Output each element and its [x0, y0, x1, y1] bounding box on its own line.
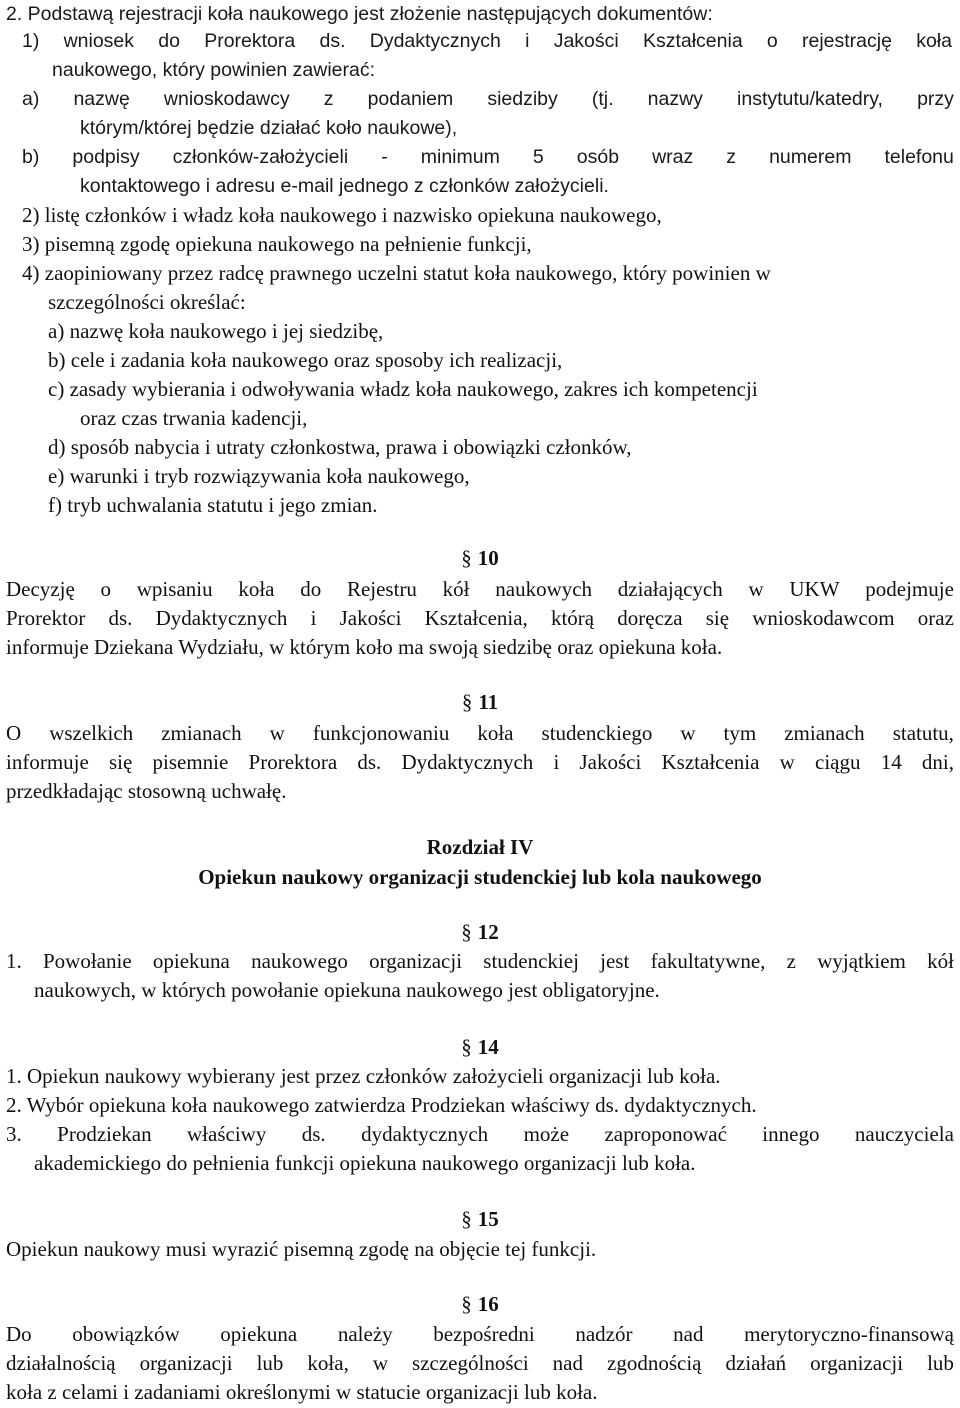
chapter-title: Rozdział IV: [426, 835, 534, 859]
word: kół: [442, 577, 470, 601]
word: podpisy: [72, 146, 140, 168]
item-4c: c) zasady wybierania i odwoływania władz koła naukowego, zakres ich kompetencji: [48, 377, 758, 401]
word: się: [705, 606, 730, 630]
word: wnioskodawcom: [752, 606, 895, 630]
word: studenckiej: [483, 949, 579, 973]
word: siedziby: [487, 88, 558, 110]
word: i: [525, 30, 530, 52]
word: nad: [552, 1351, 583, 1375]
word: przy: [917, 88, 954, 110]
section-11-heading: [0, 688, 960, 717]
section-symbol: §: [461, 1292, 472, 1316]
item-4: 4) zaopiniowany przez radcę prawnego uczelni statut koła naukowego, który powinien w: [22, 261, 771, 285]
word: pisemnie: [152, 750, 229, 774]
section-number: 10: [477, 546, 499, 570]
word: O: [6, 721, 22, 745]
word: podejmuje: [865, 577, 954, 601]
word: ds.: [108, 606, 133, 630]
item-4-continuation: szczególności określać:: [48, 290, 246, 314]
word: szczególności: [412, 1351, 529, 1375]
word: koła: [477, 721, 514, 745]
word: zaproponować: [604, 1122, 727, 1146]
item-1-continuation: naukowego, który powinien zawierać:: [52, 59, 376, 81]
section-14-point-3: [6, 1120, 954, 1149]
intro-heading: 2. Podstawą rejestracji koła naukowego jest złożenie następujących dokumentów:: [6, 3, 713, 25]
word: dni,: [921, 750, 954, 774]
word: ds.: [319, 30, 346, 52]
word: tym: [723, 721, 757, 745]
word: informuje: [6, 750, 89, 774]
section-16-line-3: koła z celami i zadaniami określonymi w statucie organizacji lub koła.: [6, 1380, 598, 1404]
word: z: [786, 949, 796, 973]
item-1a-continuation: którym/której będzie działać koło naukowe),: [80, 117, 458, 139]
word: działań: [725, 1351, 787, 1375]
word: wszelkich: [49, 721, 134, 745]
section-10-line-2: [6, 604, 954, 633]
word: dydaktycznych: [361, 1122, 489, 1146]
word: działających: [617, 577, 723, 601]
section-symbol: §: [461, 546, 472, 570]
section-11-line-3: przedkładając stosowną uchwałę.: [6, 779, 287, 803]
word: wniosek: [63, 30, 135, 52]
word: funkcjonowaniu: [312, 721, 450, 745]
word: zmianach: [161, 721, 242, 745]
word: o: [766, 30, 778, 52]
word: innego: [762, 1122, 820, 1146]
section-14-point-3-continuation: akademickiego do pełnienia funkcji opiekuna naukowego organizacji lub koła.: [34, 1151, 696, 1175]
section-symbol: §: [461, 690, 473, 714]
word: i: [553, 750, 560, 774]
word: UKW: [789, 577, 840, 601]
item-1b-line: [22, 143, 954, 172]
word: właściwy: [187, 1122, 267, 1146]
word: Prorektora: [204, 30, 296, 52]
word: statutu,: [892, 721, 954, 745]
word: bezpośredni: [433, 1322, 535, 1346]
word: 14: [880, 750, 902, 774]
chapter-subtitle: Opiekun naukowy organizacji studenckiej lub kola naukowego: [198, 865, 762, 889]
word: Dydaktycznych: [155, 606, 288, 630]
word: Prorektora: [248, 750, 338, 774]
word: Dydaktycznych: [369, 30, 501, 52]
word: (tj.: [591, 88, 614, 110]
word: naukowych: [495, 577, 593, 601]
word: kół: [927, 949, 954, 973]
word: ds.: [301, 1122, 326, 1146]
word: organizacji: [369, 949, 463, 973]
section-number: 12: [477, 920, 499, 944]
word: działalnością: [6, 1351, 116, 1375]
word: w: [779, 750, 795, 774]
word: instytutu/katedry,: [737, 88, 883, 110]
word: wnioskodawcy: [163, 88, 290, 110]
word: może: [523, 1122, 570, 1146]
word: 3.: [6, 1122, 22, 1146]
word: do: [300, 577, 322, 601]
word: zgodnością: [607, 1351, 702, 1375]
word: i: [310, 606, 317, 630]
word: doręcza: [617, 606, 683, 630]
word: opiekuna: [220, 1322, 298, 1346]
word: oraz: [917, 606, 954, 630]
word: wyjątkiem: [817, 949, 906, 973]
section-10-heading: [0, 544, 960, 573]
word: a): [22, 88, 40, 110]
word: z: [323, 88, 334, 110]
item-2: 2) listę członków i władz koła naukowego i nazwisko opiekuna naukowego,: [22, 203, 662, 227]
word: Jakości: [579, 750, 642, 774]
item-1-line: [22, 27, 952, 56]
word: z: [726, 146, 737, 168]
section-number: 16: [477, 1292, 499, 1316]
item-4a: a) nazwę koła naukowego i jej siedzibę,: [48, 319, 384, 343]
word: minimum: [420, 146, 500, 168]
section-10-line-1: [6, 575, 954, 604]
word: opiekuna: [152, 949, 230, 973]
word: ds.: [357, 750, 382, 774]
section-number: 11: [478, 690, 499, 714]
word: Prodziekan: [57, 1122, 152, 1146]
item-4c-continuation: oraz czas trwania kadencji,: [80, 406, 308, 430]
word: należy: [337, 1322, 393, 1346]
word: koła: [916, 30, 952, 52]
word: organizacji: [810, 1351, 904, 1375]
word: nazwy: [647, 88, 703, 110]
word: nazwę: [73, 88, 130, 110]
section-symbol: §: [461, 920, 472, 944]
section-14-point-2: 2. Wybór opiekuna koła naukowego zatwierdza Prodziekan właściwy ds. dydaktycznych.: [6, 1093, 757, 1117]
word: Prorektor: [6, 606, 86, 630]
word: ciągu: [815, 750, 861, 774]
word: koła: [238, 577, 275, 601]
word: Do: [6, 1322, 32, 1346]
word: obowiązków: [72, 1322, 180, 1346]
item-1b-continuation: kontaktowego i adresu e-mail jednego z członków założycieli.: [80, 175, 609, 197]
word: rejestrację: [802, 30, 892, 52]
item-3: 3) pisemną zgodę opiekuna naukowego na pełnienie funkcji,: [22, 232, 532, 256]
section-number: 15: [477, 1207, 499, 1231]
word: członków-założycieli: [172, 146, 349, 168]
word: koła,: [307, 1351, 349, 1375]
word: merytoryczno-finansową: [744, 1322, 954, 1346]
word: się: [109, 750, 133, 774]
word: 1): [22, 30, 40, 52]
section-10-line-3: informuje Dziekana Wydziału, w którym koło ma swoją siedzibę oraz opiekuna koła.: [6, 635, 723, 659]
section-15-heading: [0, 1205, 960, 1234]
section-number: 14: [477, 1035, 499, 1059]
section-symbol: §: [461, 1035, 472, 1059]
word: organizacji: [139, 1351, 233, 1375]
word: naukowego: [251, 949, 348, 973]
word: Jakości: [339, 606, 402, 630]
word: studenckiego: [541, 721, 653, 745]
word: 5: [532, 146, 544, 168]
section-16-line-2: [6, 1349, 954, 1378]
word: Powołanie: [42, 949, 132, 973]
section-14-point-1: 1. Opiekun naukowy wybierany jest przez członków założycieli organizacji lub koła.: [6, 1064, 721, 1088]
section-12-point-1: [6, 947, 954, 976]
word: 1.: [6, 949, 22, 973]
word: w: [269, 721, 285, 745]
word: fakultatywne,: [650, 949, 766, 973]
word: zmianach: [784, 721, 865, 745]
section-16-line-1: [6, 1320, 954, 1349]
word: którą: [550, 606, 595, 630]
section-11-line-2: [6, 748, 954, 777]
word: b): [22, 146, 40, 168]
item-4e: e) warunki i tryb rozwiązywania koła naukowego,: [48, 464, 470, 488]
word: w: [680, 721, 696, 745]
section-12-heading: [0, 918, 960, 947]
word: lub: [927, 1351, 954, 1375]
word: do: [158, 30, 180, 52]
section-16-heading: [0, 1290, 960, 1319]
word: telefonu: [884, 146, 954, 168]
item-4d: d) sposób nabycia i utraty członkostwa, prawa i obowiązki członków,: [48, 435, 632, 459]
word: podaniem: [367, 88, 454, 110]
word: Kształcenia: [642, 30, 743, 52]
word: wpisaniu: [136, 577, 213, 601]
word: jest: [600, 949, 630, 973]
section-15-line-1: Opiekun naukowy musi wyrazić pisemną zgodę na objęcie tej funkcji.: [6, 1237, 597, 1261]
word: osób: [576, 146, 620, 168]
section-11-line-1: [6, 719, 954, 748]
word: wraz: [652, 146, 694, 168]
section-12-point-1-continuation: naukowych, w których powołanie opiekuna naukowego jest obligatoryjne.: [34, 978, 660, 1002]
section-14-heading: [0, 1033, 960, 1062]
item-1a-line: [22, 85, 954, 114]
word: w: [748, 577, 764, 601]
word: lub: [256, 1351, 284, 1375]
word: w: [372, 1351, 389, 1375]
item-4f: f) tryb uchwalania statutu i jego zmian.: [48, 493, 378, 517]
word: Jakości: [553, 30, 619, 52]
word: Decyzję: [6, 577, 75, 601]
word: nauczyciela: [854, 1122, 954, 1146]
word: Kształcenia,: [424, 606, 528, 630]
word: numerem: [769, 146, 852, 168]
word: Rejestru: [346, 577, 417, 601]
word: o: [100, 577, 112, 601]
item-4b: b) cele i zadania koła naukowego oraz sposoby ich realizacji,: [48, 348, 563, 372]
word: nadzór: [575, 1322, 633, 1346]
word: Dydaktycznych: [401, 750, 534, 774]
section-symbol: §: [461, 1207, 472, 1231]
word: Kształcenia: [661, 750, 760, 774]
word: nad: [673, 1322, 704, 1346]
word: -: [381, 146, 388, 168]
